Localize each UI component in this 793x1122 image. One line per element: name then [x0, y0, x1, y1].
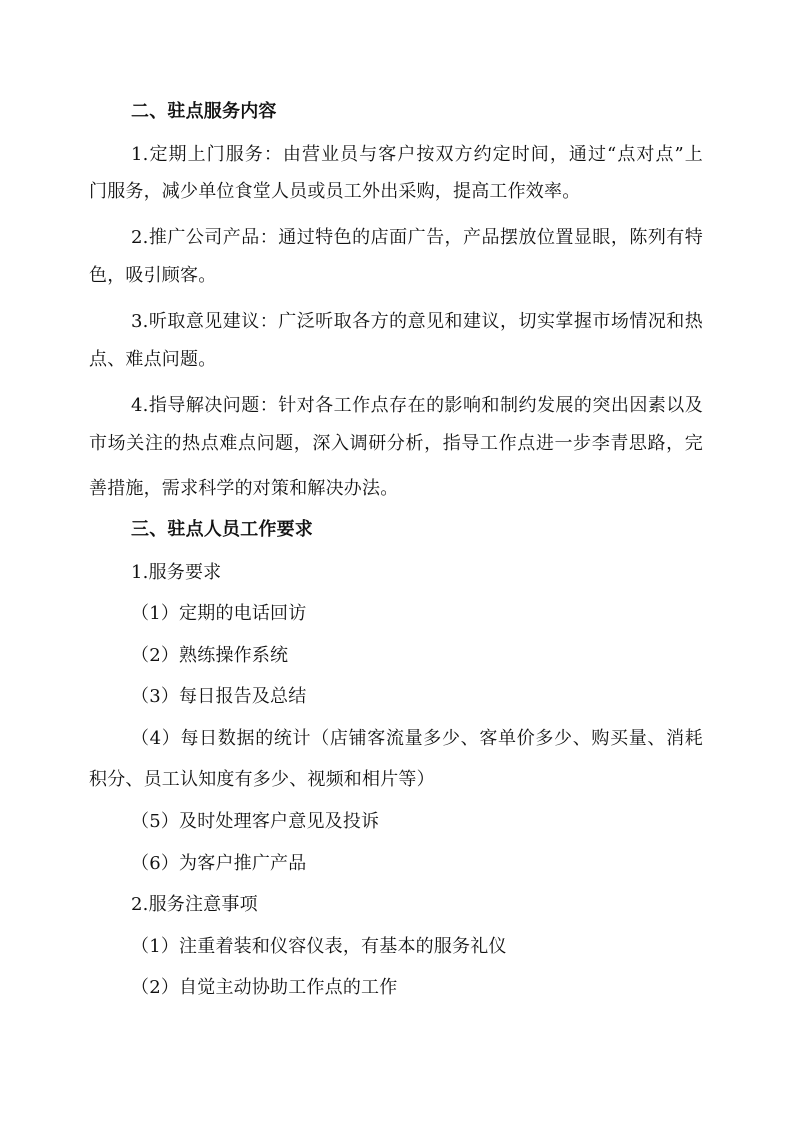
- item3-line1: 3.听取意见建议：广泛听取各方的意见和建议，切实掌握市场情况和热: [131, 311, 703, 332]
- requirement-item-5: （5）及时处理客户意见及投诉: [131, 811, 380, 832]
- requirement-item-6: （6）为客户推广产品: [131, 853, 307, 874]
- requirement-item-2: （2）熟练操作系统: [131, 645, 289, 666]
- item2-line2: 色，吸引顾客。: [89, 265, 217, 286]
- item3-line2: 点、难点问题。: [89, 349, 217, 370]
- requirement-item-1: （1）定期的电话回访: [131, 603, 307, 624]
- item2-line1: 2.推广公司产品：通过特色的店面广告，产品摆放位置显眼，陈列有特: [131, 227, 703, 248]
- item4-line1: 4.指导解决问题：针对各工作点存在的影响和制约发展的突出因素以及: [131, 395, 703, 416]
- section-heading-staff-requirements: 三、驻点人员工作要求: [131, 519, 313, 540]
- item4-line3: 善措施，需求科学的对策和解决办法。: [89, 478, 399, 499]
- note-item-2: （2）自觉主动协助工作点的工作: [131, 977, 398, 998]
- requirement-item-3: （3）每日报告及总结: [131, 686, 307, 707]
- requirement-item-4-line2: 积分、员工认知度有多少、视频和相片等）: [89, 769, 435, 790]
- requirement-item-4-line1: （4）每日数据的统计（店铺客流量多少、客单价多少、购买量、消耗: [131, 728, 703, 749]
- item1-line1: 1.定期上门服务：由营业员与客户按双方约定时间，通过“点对点”上: [131, 144, 703, 165]
- section-heading-service-content: 二、驻点服务内容: [131, 101, 277, 122]
- subheading-service-notes: 2.服务注意事项: [131, 894, 258, 915]
- item4-line2: 市场关注的热点难点问题，深入调研分析，指导工作点进一步李青思路，完: [89, 433, 703, 454]
- subheading-service-requirements: 1.服务要求: [131, 562, 222, 583]
- note-item-1: （1）注重着装和仪容仪表，有基本的服务礼仪: [131, 936, 507, 957]
- item1-line2: 门服务，减少单位食堂人员或员工外出采购，提高工作效率。: [89, 181, 581, 202]
